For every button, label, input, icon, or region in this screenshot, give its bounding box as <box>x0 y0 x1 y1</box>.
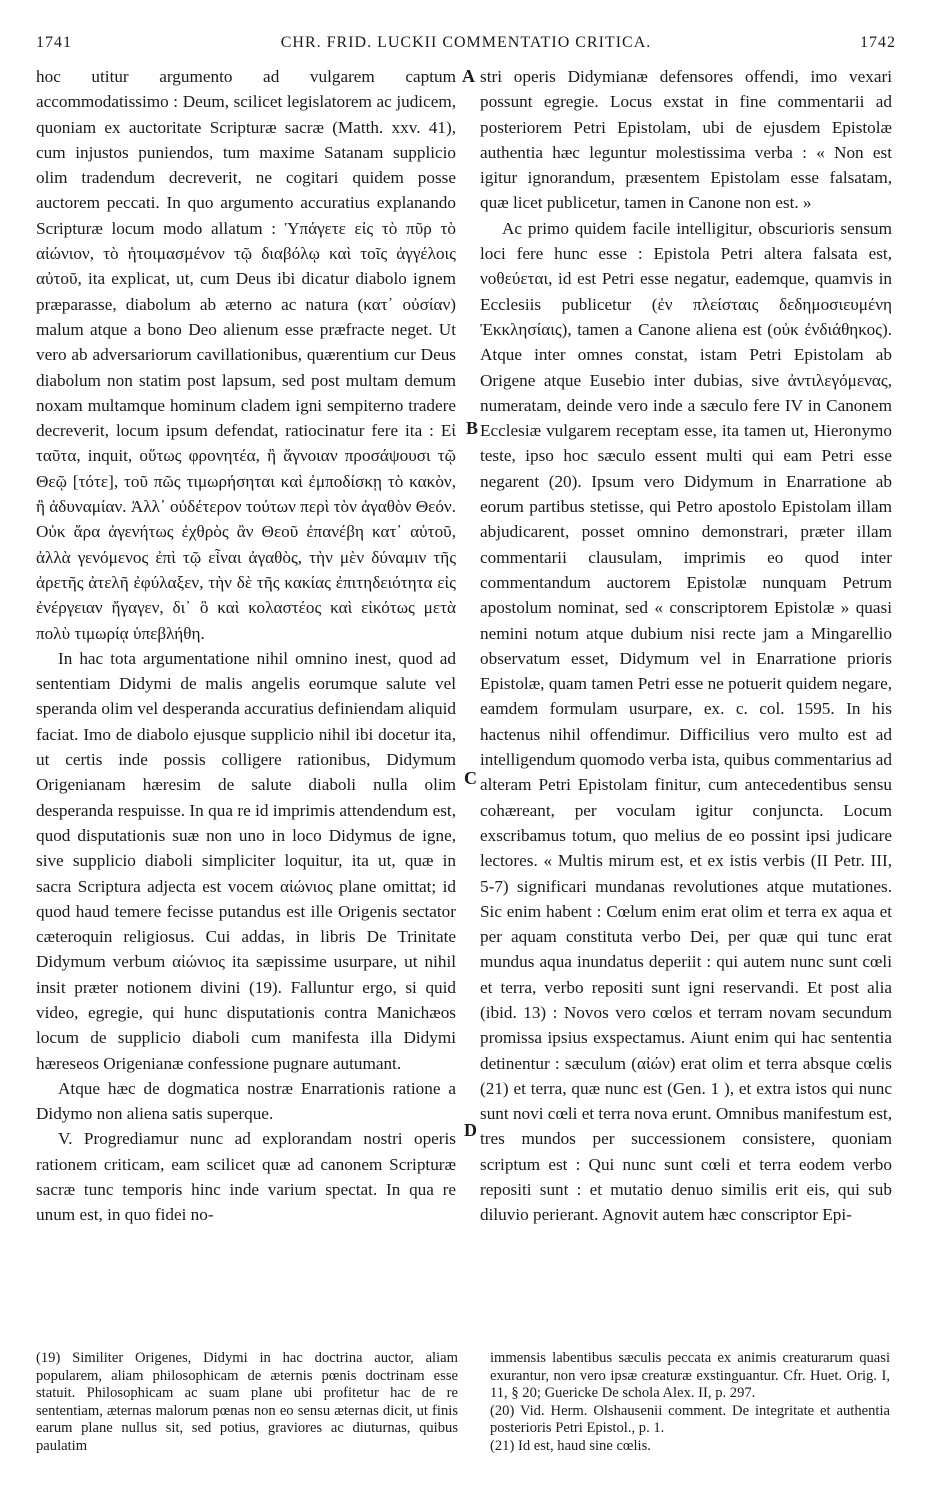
paragraph: stri operis Didymianæ defensores offendi, imo vexari possunt egregie. Locus exstat in fine commentarii ad posteriorem Petri Epistolam, ubi de ejusdem Epistolæ authentia hæc leguntur molestissima verba : « Non est igitur ignorandum, præsentem Epistolam esse falsatam, quæ licet publicetur, tamen in Canone non est. » <box>480 67 892 213</box>
paragraph: hoc utitur argumento ad vulgarem captum accommodatissimo : Deum, scilicet legislatorem ac judicem, quoniam ex auctoritate Scripturæ sacræ (Matth. xxv. 41), cum injustos puniendos, tum maxime Satanam supplicio olim tradendum decreverit, ne cogitari quidem posse auctorem peccati. In quo argumento accuratius explanando Scripturæ locum modo allatum : Ὑπάγετε εἰς τὸ πῦρ τὸ αἰώνιον, τὸ ἡτοιμασμένον τῷ διαβόλῳ καὶ τοῖς ἀγγέλοις αὐτοῦ, ita explicat, ut, cum Deus ibi dicatur diabolo ignem præparasse, diabolum ab æterno ac natura (κατ᾽ οὐσίαν) malum atque a bono Deo alienum esse præfracte neget. Ut vero ab adversariorum cavillationibus, quærentium cur Deus diabolum non statim post lapsum, sed post multam demum noxam multamque hominum cladem igni sempiterno tradere decreverit, locum ipsum defendat, ratiocinatur fere ita : Εἰ ταῦτα, inquit, οὕτως φρονητέα, ἢ ἄγνοιαν προσάψουσι τῷ Θεῷ [τότε], τοῦ πῶς τιμωρήσηται καὶ ἐμποδίσκῃ τὸ κακὸν, ἢ ἀδυναμίαν. Ἀλλ᾽ οὐδέτερον τούτων περὶ τὸν ἀγαθὸν Θεόν. Οὐκ ἄρα ἀγενήτως ἐχθρὸς ἂν Θεοῦ ἐπανέβη κατ᾽ αὐτοῦ, ἀλλὰ γενόμενος ἐπὶ τῷ εἶναι ἀγαθὸς, τὴν μὲν δύναμιν τῆς ἀρετῆς ἀτελῆ ἐφύλαξεν, τὴν δὲ τῆς κακίας ἐπιτηδειότητα εἰς ἐνέργειαν ἤγαγεν, δι᾽ ὃ καὶ κολαστέος καὶ εἰκότως μετὰ πολὺ τιμωρίᾳ ὑπεβλήθη. <box>36 67 456 643</box>
paragraph: In hac tota argumentatione nihil omnino inest, quod ad sententiam Didymi de malis angelis eorumque salute vel speranda olim vel desperanda accuratius definiendam aliquid faciat. Imo de diabolo ejusque supplicio nihil ibi docetur ita, ut certis inde possis colligere rationibus, Didymum Origenianam hæresim de salute diaboli nulla olim desperanda respuisse. In qua re id imprimis attendendum est, quod disputationis suæ non uno in loco Didymus de igne, sive supplicio diaboli simpliciter loquitur, ita ut, quæ in sacra Scriptura adjecta est vocem αἰώνιος plane omittat; id quod haud temere fecisse putandus est ille Origenis sectator cæteroquin religiosus. Cui addas, in libris De Trinitate Didymum verbum αἰώνιος ita sæpissime usurpare, ut nihil insit præter notionem divini (19). Falluntur ergo, si quid video, egregie, qui hunc disputationis contra Manichæos locum de supplicio diaboli cum manifesta illa Didymi hæreseos Origenianæ confessione pugnare autumant. <box>36 648 456 1073</box>
running-header <box>36 34 896 58</box>
footnote: (19) Similiter Origenes, Didymi in hac doctrina auctor, aliam popularem, aliam philosophicam de æternis pœnis doctrinam esse statuit. Philosophicam ac suam plane ubi profitetur hac de re sententiam, æternas malorum pœnas non eo sensu æternas dicit, ut finis earum plane nullus sit, sed potius, graviores ac diuturnas, quibus paulatim <box>36 1350 458 1454</box>
left-column <box>36 64 456 1228</box>
footnote: (21) Id est, haud sine cœlis. <box>490 1437 651 1454</box>
footnote: (20) Vid. Herm. Olshausenii comment. De integritate et authentia posterioris Petri Epistol., p. 1. <box>490 1402 890 1437</box>
footnote: immensis labentibus sæculis peccata ex animis creaturarum quasi exurantur, non vero ipsæ creaturæ exstinguantur. Cfr. Huet. Orig. I, 11, § 20; Guericke De schola Alex. II, p. 297. <box>490 1350 890 1402</box>
margin-marker-a: A <box>462 66 475 86</box>
right-column <box>480 64 892 1228</box>
margin-marker-d: D <box>464 1120 477 1140</box>
page-title: CHR. FRID. LUCKII COMMENTATIO CRITICA. <box>280 34 652 51</box>
paragraph: Atque hæc de dogmatica nostræ Enarrationis ratione a Didymo non aliena satis superque. <box>36 1078 456 1124</box>
paragraph: V. Progrediamur nunc ad explorandam nostri operis rationem criticam, eam scilicet quæ ad canonem Scripturæ sacræ tunc temporis hinc inde varium spectat. In qua re unum est, in quo fidei no- <box>36 1129 456 1225</box>
column-number-left: 1741 <box>36 34 72 51</box>
footnotes-left <box>36 1350 458 1456</box>
column-number-right: 1742 <box>860 34 896 51</box>
margin-marker-b: B <box>466 418 479 438</box>
margin-marker-c: C <box>464 768 477 788</box>
footnotes-right <box>490 1350 890 1456</box>
paragraph: Ac primo quidem facile intelligitur, obscurioris sensum loci fere hunc esse : Epistola Petri altera falsata est, νοθεύεται, id est Petri esse negatur, eademque, quamvis in Ecclesiis publicetur (ἐν πλείσταις δεδημοσιευμένη Ἐκκλησίαις), tamen a Canone aliena est (οὐκ ἐνδιάθηκος). Atque inter omnes constat, istam Petri Epistolam ab Origene atque Eusebio inter dubias, sive ἀντιλεγόμενας, numeratam, deinde vero inde a sæculo fere IV in Canonem Ecclesiæ vulgarem receptam esse, ita tamen ut, Hieronymo teste, ipso hoc sæculo essent multi qui eam Petri esse negarent (20). Ipsum vero Didymum in Enarratione ab eorum partibus stetisse, qui Petro apostolo Epistolam illam abjudicarent, posset omnino demonstrari, præter illam commentarii clausulam, imprimis eo quod inter commentandum auctorem Epistolæ nunquam Petrum apostolum nominat, sed « conscriptorem Epistolæ » quasi nemini notum atque dubium nisi recte jam a Mingarellio observatum esset, Didymum vel in Enarratione prioris Epistolæ, quam tamen Petri esse ne potuerit quidem negare, eamdem formulam usurpare, ex. c. col. 1595. In his hactenus nihil offendimur. Difficilius vero multo est ad intelligendum quomodo verba ista, quibus commentarius ad alteram Petri Epistolam finitur, cum antecedentibus sensu cohæreant, per voculam igitur conjuncta. Locum exscribamus totum, quo melius de eo possint ipsi judicare lectores. « Multis mirum est, et ex istis verbis (II Petr. III, 5-7) significari mundanas revolutiones atque mutationes. Sic enim habent : Cœlum enim erat olim et terra ex aqua et per aquam constituta verbo Dei, per quæ qui tunc erat mundus aqua inundatus deperiit : qui autem nunc sunt cœli et terra, verbo repositi sunt igni reservandi. Et post alia (ibid. 13) : Novos vero cœlos et terram novam secundum promissa ipsius exspectamus. Aiunt enim qui hac sententia detinentur : sæculum (αἰών) erat olim et terra absque cœlis (21) et terra, quæ nunc est (Gen. 1 ), et extra istos qui nunc sunt novi cœli et terra nova erunt. Omnibus manifestum est, tres mundos per successionem consistere, quoniam scriptum est : Qui nunc sunt cœli et terra eodem verbo repositi sunt : et mutatio denuo similis erit eis, qui sub diluvio perierant. Agnovit autem hæc conscriptor Epi- <box>480 218 892 1225</box>
